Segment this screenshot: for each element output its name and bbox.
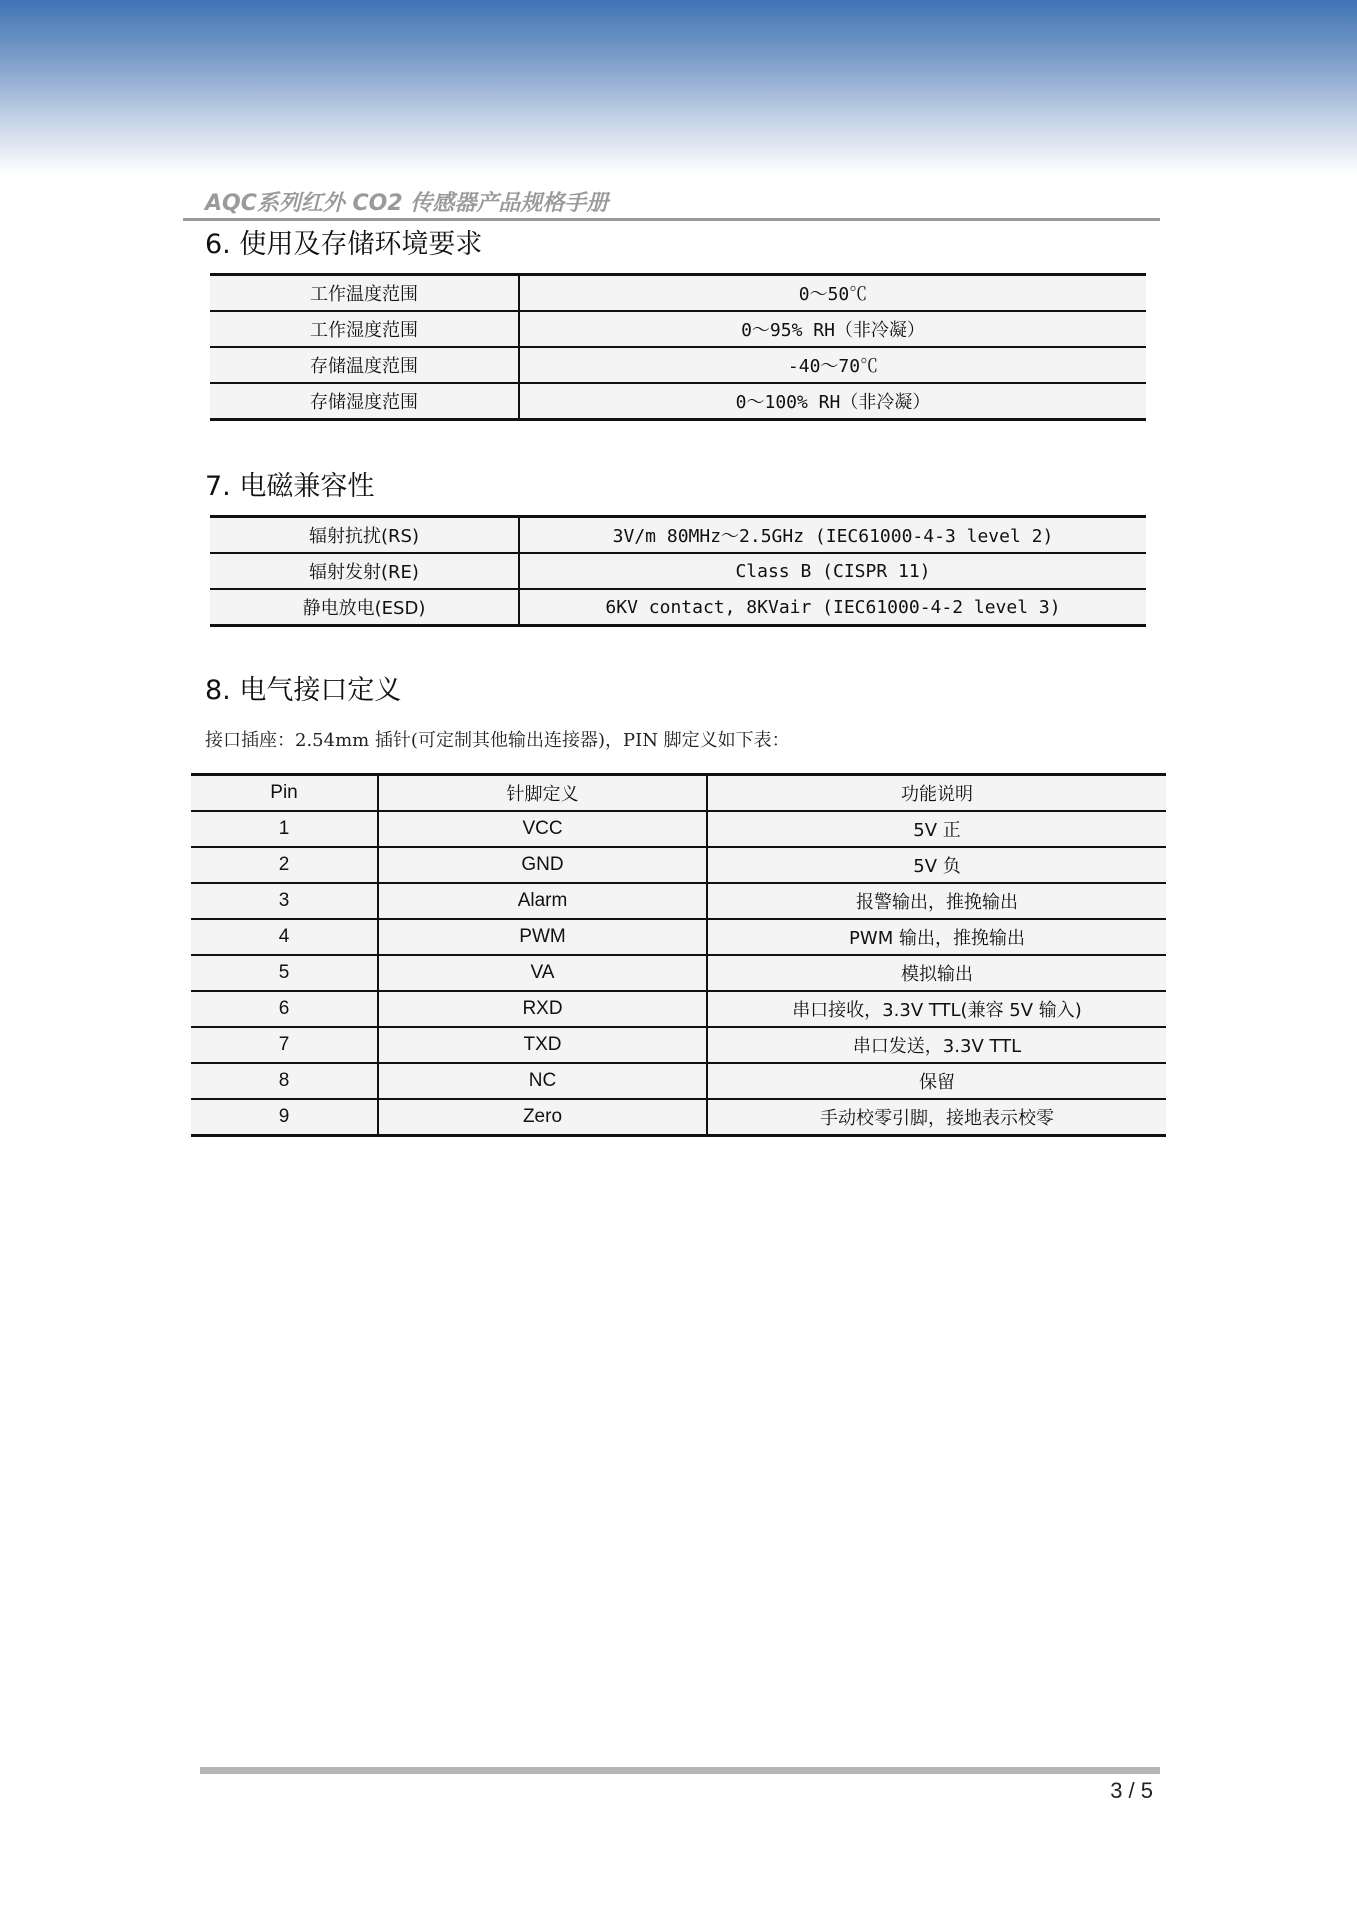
pin-description: 手动校零引脚，接地表示校零 xyxy=(707,1099,1166,1136)
row-label: 存储温度范围 xyxy=(210,347,519,383)
pin-description: 保留 xyxy=(707,1063,1166,1099)
section-title-environment: 6. 使用及存储环境要求 xyxy=(205,229,483,260)
table-row xyxy=(191,811,1166,847)
pin-number: 1 xyxy=(191,811,378,847)
header-rule xyxy=(183,218,1160,221)
pin-number: 5 xyxy=(191,955,378,991)
table-row xyxy=(210,311,1146,347)
footer-rule xyxy=(200,1767,1160,1774)
table-row xyxy=(210,553,1146,589)
section-title-pins: 8. 电气接口定义 xyxy=(205,675,402,706)
pin-definition: Zero xyxy=(378,1099,707,1136)
table-row xyxy=(191,883,1166,919)
header-pin: Pin xyxy=(191,775,378,812)
page-number: 3 / 5 xyxy=(1110,1778,1153,1803)
pin-definition: Alarm xyxy=(378,883,707,919)
pin-description: 串口发送，3.3V TTL xyxy=(707,1027,1166,1063)
pin-definition-table xyxy=(191,773,1166,1137)
row-label: 工作温度范围 xyxy=(210,275,519,312)
pin-description: 串口接收，3.3V TTL(兼容 5V 输入) xyxy=(707,991,1166,1027)
header-gradient-band xyxy=(0,0,1357,175)
table-row xyxy=(210,347,1146,383)
section-title-emc: 7. 电磁兼容性 xyxy=(205,471,375,502)
pin-definition: TXD xyxy=(378,1027,707,1063)
table-header-row xyxy=(191,775,1166,812)
row-value: 0～100% RH（非冷凝） xyxy=(519,383,1146,420)
pin-number: 3 xyxy=(191,883,378,919)
row-value: 3V/m 80MHz～2.5GHz (IEC61000-4-3 level 2) xyxy=(519,517,1146,554)
pin-definition: GND xyxy=(378,847,707,883)
pin-description: 5V 负 xyxy=(707,847,1166,883)
table-row xyxy=(191,1063,1166,1099)
pin-number: 8 xyxy=(191,1063,378,1099)
table-row xyxy=(210,383,1146,420)
table-row xyxy=(191,1099,1166,1136)
pin-description: 报警输出，推挽输出 xyxy=(707,883,1166,919)
pin-description: 5V 正 xyxy=(707,811,1166,847)
pin-number: 6 xyxy=(191,991,378,1027)
row-value: -40～70℃ xyxy=(519,347,1146,383)
emc-table xyxy=(210,515,1146,627)
pin-number: 7 xyxy=(191,1027,378,1063)
pin-number: 9 xyxy=(191,1099,378,1136)
table-row xyxy=(210,275,1146,312)
header-description: 功能说明 xyxy=(707,775,1166,812)
pin-number: 2 xyxy=(191,847,378,883)
interface-intro: 接口插座：2.54mm 插针(可定制其他输出连接器)，PIN 脚定义如下表： xyxy=(205,730,790,751)
pin-definition: PWM xyxy=(378,919,707,955)
environment-table xyxy=(210,273,1146,421)
row-value: 0～95% RH（非冷凝） xyxy=(519,311,1146,347)
row-value: Class B (CISPR 11) xyxy=(519,553,1146,589)
pin-number: 4 xyxy=(191,919,378,955)
document-header: AQC系列红外 CO2 传感器产品规格手册 xyxy=(205,191,609,216)
row-value: 6KV contact, 8KVair (IEC61000-4-2 level 3) xyxy=(519,589,1146,626)
table-row xyxy=(210,589,1146,626)
row-value: 0～50℃ xyxy=(519,275,1146,312)
header-definition: 针脚定义 xyxy=(378,775,707,812)
pin-definition: RXD xyxy=(378,991,707,1027)
row-label: 工作湿度范围 xyxy=(210,311,519,347)
pin-definition: VA xyxy=(378,955,707,991)
row-label: 辐射发射(RE) xyxy=(210,553,519,589)
table-row xyxy=(191,919,1166,955)
table-row xyxy=(191,991,1166,1027)
table-row xyxy=(191,847,1166,883)
table-row xyxy=(210,517,1146,554)
pin-definition: NC xyxy=(378,1063,707,1099)
row-label: 静电放电(ESD) xyxy=(210,589,519,626)
pin-description: PWM 输出，推挽输出 xyxy=(707,919,1166,955)
pin-description: 模拟输出 xyxy=(707,955,1166,991)
table-row xyxy=(191,955,1166,991)
row-label: 辐射抗扰(RS) xyxy=(210,517,519,554)
row-label: 存储湿度范围 xyxy=(210,383,519,420)
pin-definition: VCC xyxy=(378,811,707,847)
table-row xyxy=(191,1027,1166,1063)
